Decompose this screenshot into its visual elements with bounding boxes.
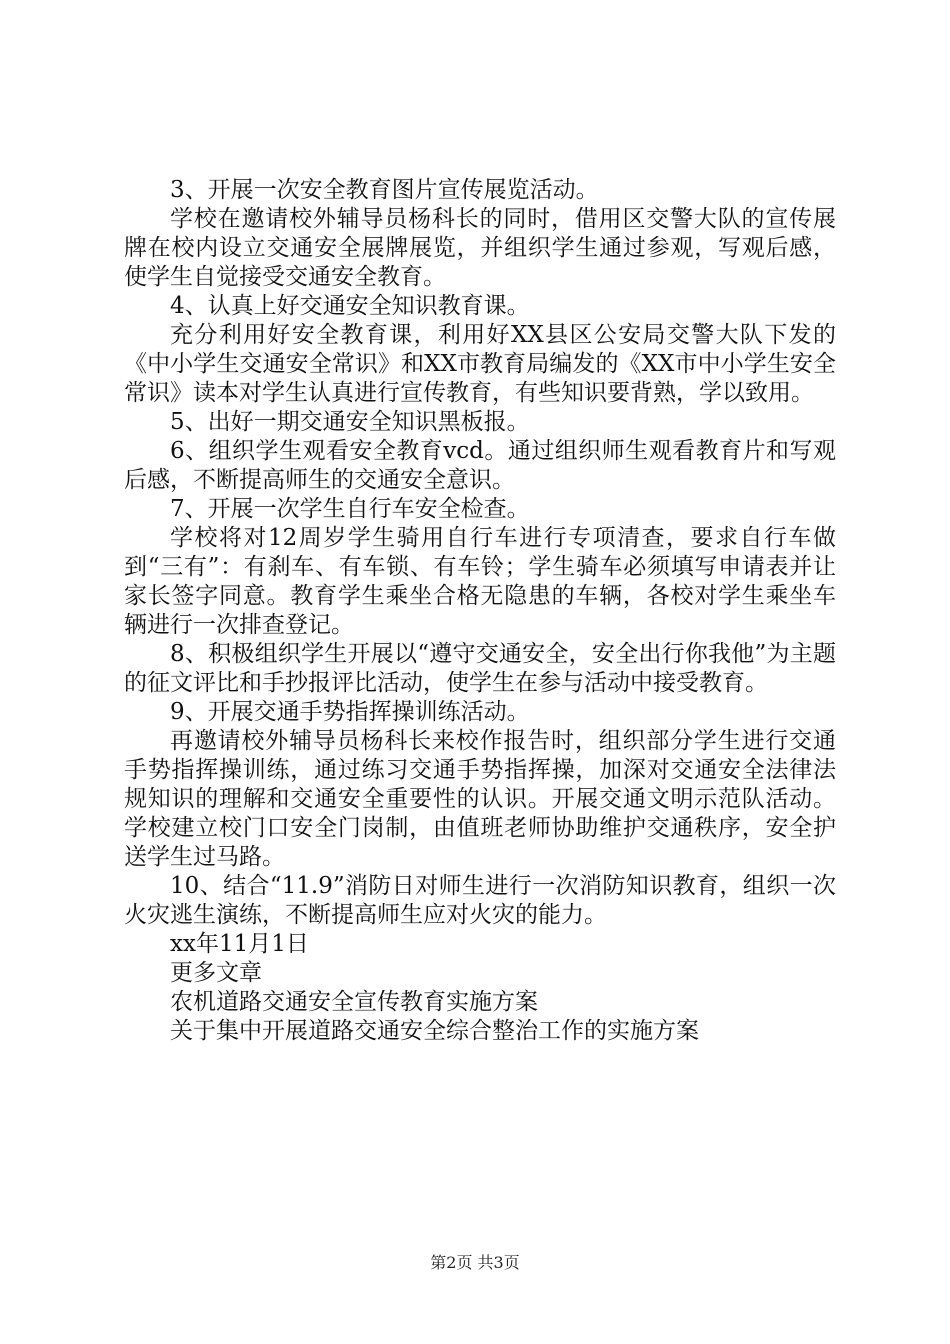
related-article-link-1[interactable]: 农机道路交通安全宣传教育实施方案 — [170, 989, 538, 1015]
paragraph-exhibition: 学校在邀请校外辅导员杨科长的同时，借用区交警大队的宣传展牌在校内设立交通安全展牌展览，并组织学生通过参观，写观后感，使学生自觉接受交通安全教育。 — [124, 206, 836, 290]
section-heading-7: 7、开展一次学生自行车安全检查。 — [170, 496, 530, 522]
section-heading-10: 10、结合“11.9”消防日对师生进行一次消防知识教育，组织一次火灾逃生演练，不断提高师生应对火灾的能力。 — [124, 873, 836, 928]
section-heading-6: 6、组织学生观看安全教育vcd。通过组织师生观看教育片和写观后感，不断提高师生的交通安全意识。 — [124, 438, 836, 493]
document-date: xx年11月1日 — [170, 931, 309, 957]
document-body — [124, 176, 836, 1046]
more-articles-label: 更多文章 — [170, 960, 262, 986]
related-article-link-2[interactable]: 关于集中开展道路交通安全综合整治工作的实施方案 — [170, 1018, 699, 1044]
paragraph-traffic-gestures: 再邀请校外辅导员杨科长来校作报告时，组织部分学生进行交通手势指挥操训练，通过练习交通手势指挥操，加深对交通安全法律法规知识的理解和交通安全重要性的认识。开展交通文明示范队活动。学校建立校门口安全门岗制，由值班老师协助维护交通秩序，安全护送学生过马路。 — [124, 728, 836, 870]
section-heading-3: 3、开展一次安全教育图片宣传展览活动。 — [170, 177, 599, 203]
page-number-footer: 第2页 共3页 — [430, 1253, 520, 1272]
section-heading-5: 5、出好一期交通安全知识黑板报。 — [170, 409, 530, 435]
paragraph-bicycle-check: 学校将对12周岁学生骑用自行车进行专项清查，要求自行车做到“三有”：有刹车、有车锁、有车铃；学生骑车必须填写申请表并让家长签字同意。教育学生乘坐合格无隐患的车辆，各校对学生乘坐车辆进行一次排查登记。 — [124, 525, 836, 638]
section-heading-8: 8、积极组织学生开展以“遵守交通安全，安全出行你我他”为主题的征文评比和手抄报评比活动，使学生在参与活动中接受教育。 — [124, 641, 836, 696]
section-heading-4: 4、认真上好交通安全知识教育课。 — [170, 293, 530, 319]
paragraph-safety-class: 充分利用好安全教育课，利用好XX县区公安局交警大队下发的《中小学生交通安全常识》和XX市教育局编发的《XX市中小学生安全常识》读本对学生认真进行宣传教育，有些知识要背熟，学以致用。 — [124, 322, 836, 406]
section-heading-9: 9、开展交通手势指挥操训练活动。 — [170, 699, 530, 725]
